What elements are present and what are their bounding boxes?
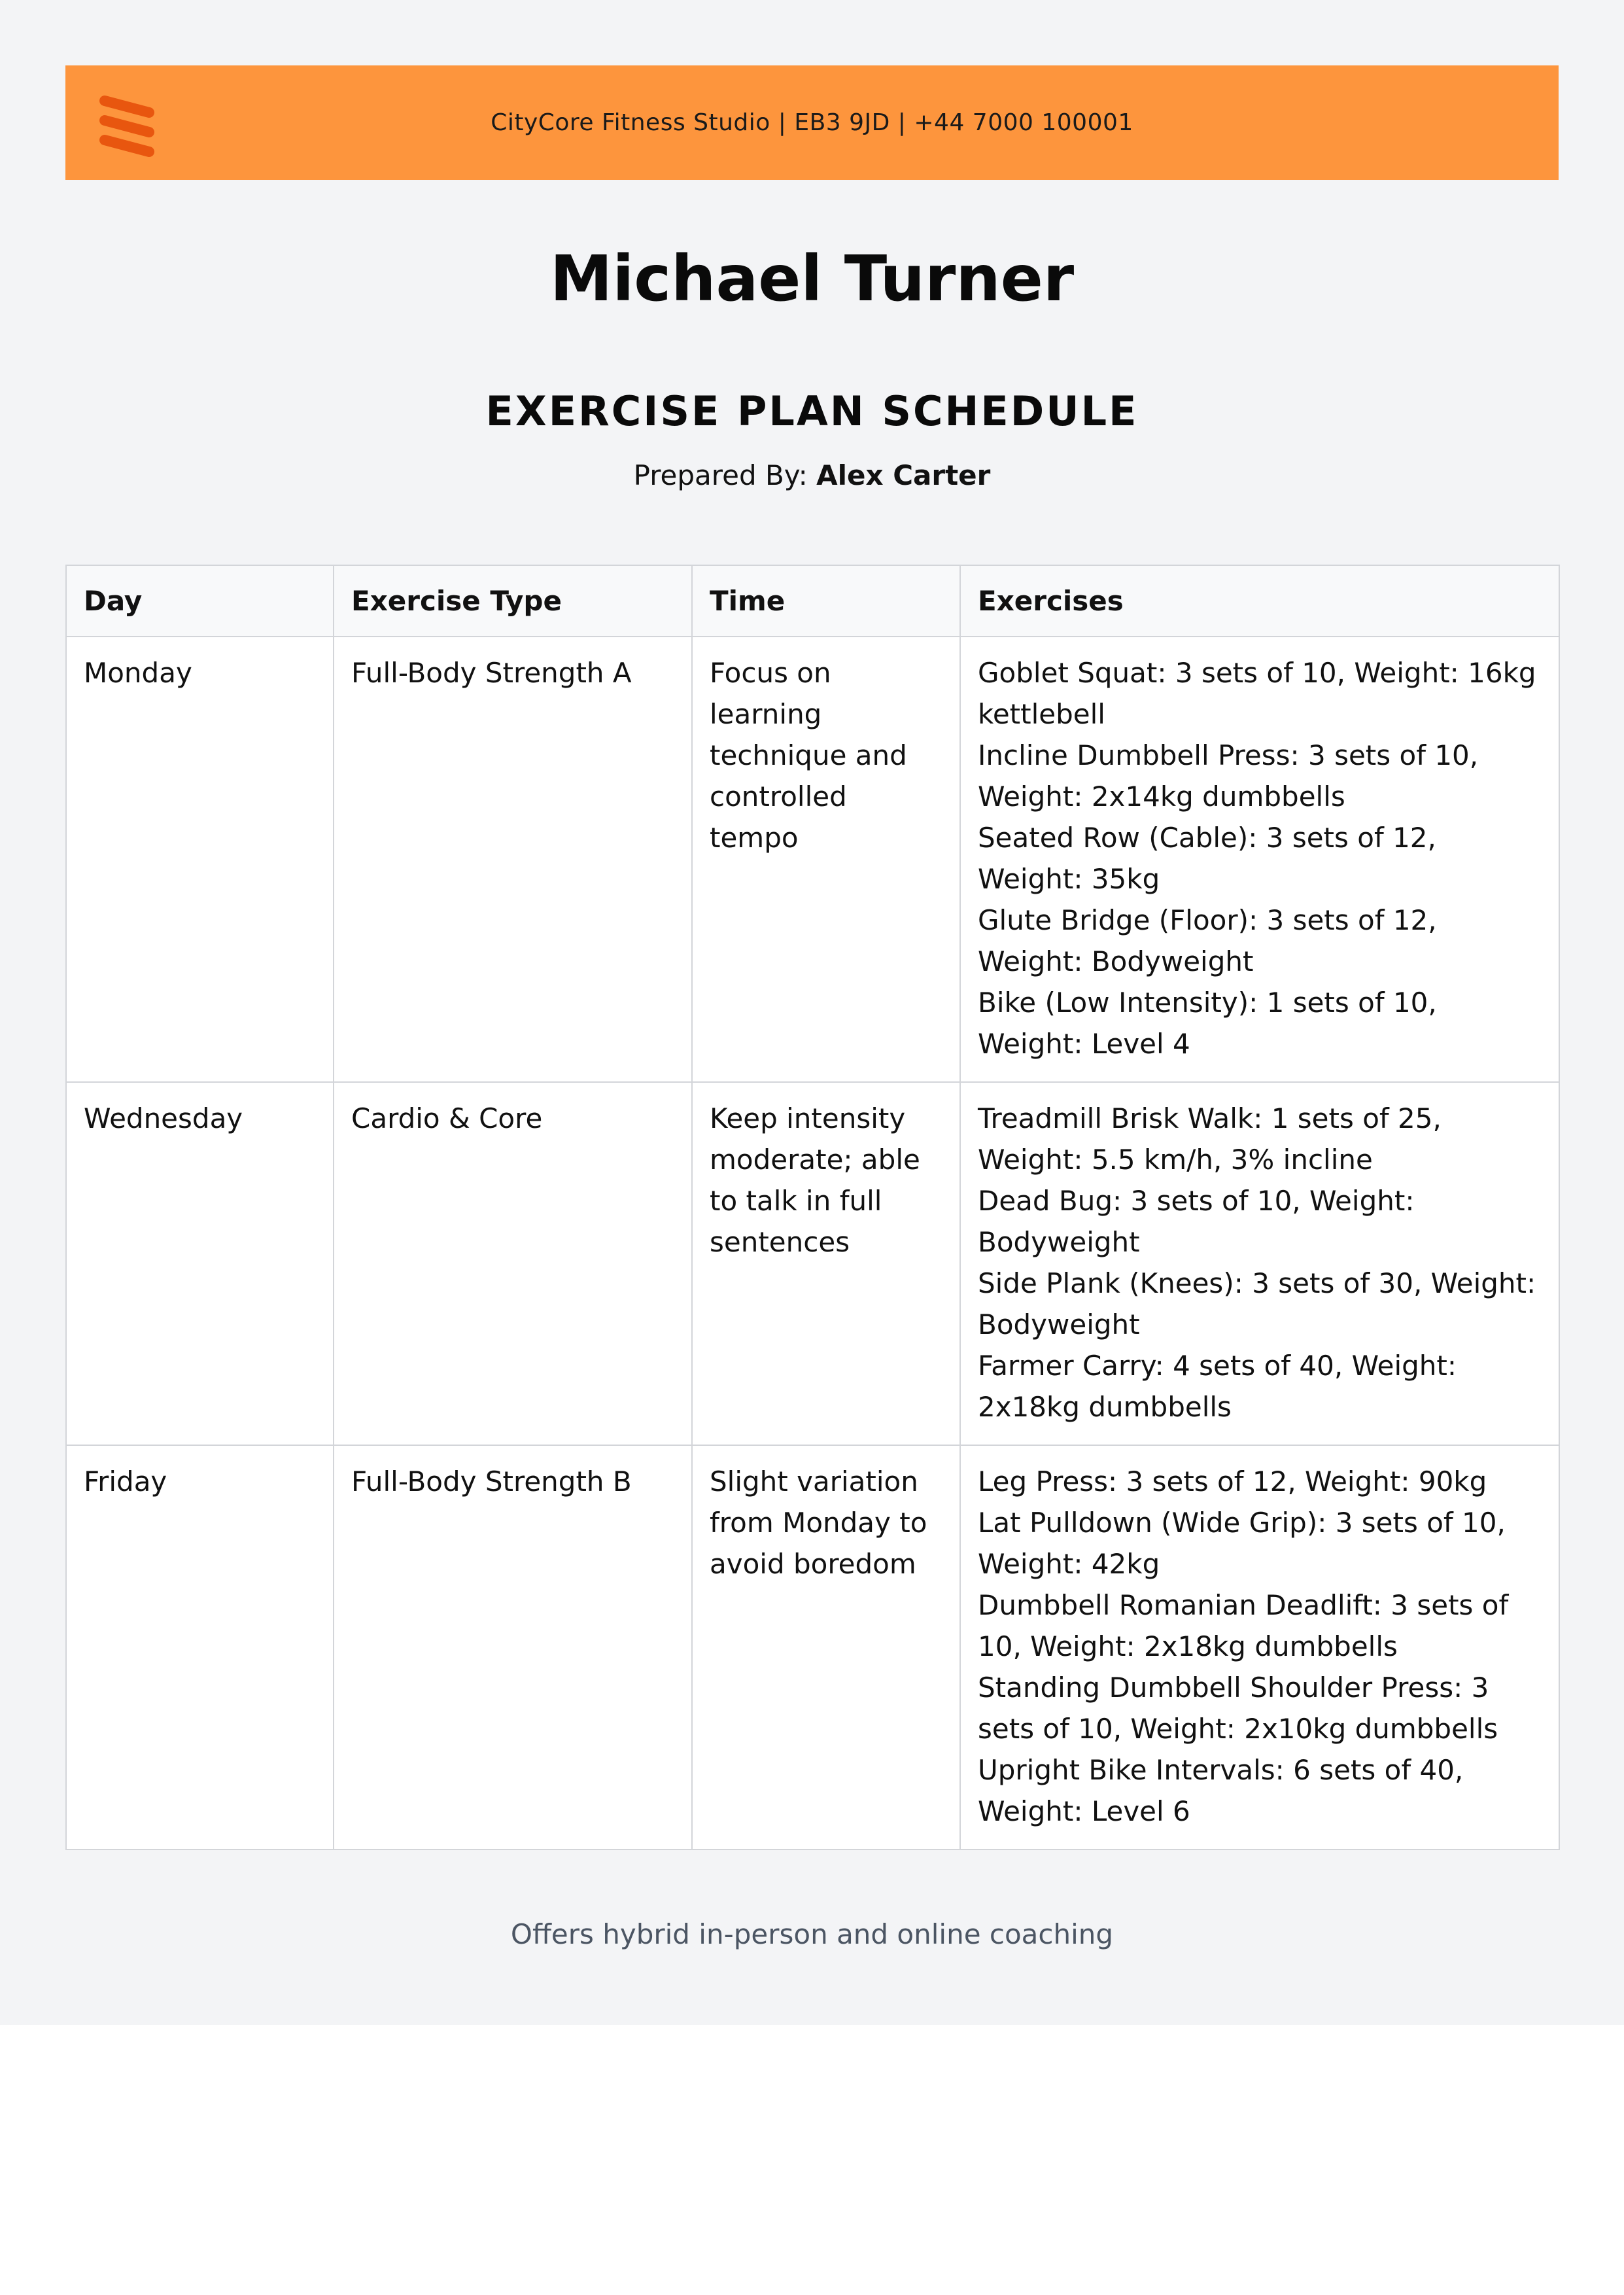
- cell-day: Monday: [66, 637, 334, 1082]
- header-banner: [65, 65, 1559, 180]
- page-title: EXERCISE PLAN SCHEDULE: [485, 387, 1139, 435]
- header-time: Time: [692, 565, 960, 637]
- exercise-item: Standing Dumbbell Shoulder Press: 3 sets of 10, Weight: 2x10kg dumbbells: [978, 1672, 1498, 1745]
- prepared-by-label: Prepared By:: [633, 459, 808, 491]
- exercise-item: Dumbbell Romanian Deadlift: 3 sets of 10, Weight: 2x18kg dumbbells: [978, 1589, 1509, 1662]
- table-row: [66, 1445, 1559, 1849]
- exercise-item: Seated Row (Cable): 3 sets of 12, Weight: 35kg: [978, 822, 1436, 895]
- cell-time: Keep intensity moderate; able to talk in full sentences: [692, 1082, 960, 1445]
- exercise-item: Side Plank (Knees): 3 sets of 30, Weight: Bodyweight: [978, 1267, 1536, 1340]
- client-name: Michael Turner: [549, 242, 1075, 315]
- prepared-by: [0, 459, 1624, 491]
- cell-exercises: [960, 637, 1559, 1082]
- exercise-item: Lat Pulldown (Wide Grip): 3 sets of 10, Weight: 42kg: [978, 1507, 1506, 1580]
- cell-exercise-type: Cardio & Core: [334, 1082, 692, 1445]
- cell-exercise-type: Full-Body Strength B: [334, 1445, 692, 1849]
- cell-exercises: [960, 1445, 1559, 1849]
- exercise-item: Dead Bug: 3 sets of 10, Weight: Bodyweight: [978, 1185, 1415, 1258]
- exercise-item: Farmer Carry: 4 sets of 40, Weight: 2x18kg dumbbells: [978, 1350, 1457, 1423]
- stripes-logo-icon: [98, 86, 157, 158]
- cell-time: Slight variation from Monday to avoid boredom: [692, 1445, 960, 1849]
- exercise-item: Treadmill Brisk Walk: 1 sets of 25, Weight: 5.5 km/h, 3% incline: [978, 1102, 1442, 1176]
- header-exercises: Exercises: [960, 565, 1559, 637]
- exercise-item: Glute Bridge (Floor): 3 sets of 12, Weight: Bodyweight: [978, 904, 1437, 977]
- prepared-by-name: Alex Carter: [816, 459, 991, 491]
- exercise-item: Bike (Low Intensity): 1 sets of 10, Weight: Level 4: [978, 987, 1437, 1060]
- cell-exercise-type: Full-Body Strength A: [334, 637, 692, 1082]
- exercise-plan-table: [65, 565, 1560, 1850]
- exercise-item: Incline Dumbbell Press: 3 sets of 10, Weight: 2x14kg dumbbells: [978, 739, 1479, 813]
- footer-note: Offers hybrid in-person and online coaching: [510, 1918, 1114, 1950]
- cell-day: Wednesday: [66, 1082, 334, 1445]
- exercise-item: Goblet Squat: 3 sets of 10, Weight: 16kg kettlebell: [978, 657, 1536, 730]
- cell-day: Friday: [66, 1445, 334, 1849]
- table-header-row: [66, 565, 1559, 637]
- exercise-item: Leg Press: 3 sets of 12, Weight: 90kg: [978, 1465, 1487, 1498]
- exercise-item: Upright Bike Intervals: 6 sets of 40, Weight: Level 6: [978, 1754, 1464, 1827]
- studio-info: CityCore Fitness Studio | EB3 9JD | +44 7000 100001: [491, 109, 1133, 136]
- header-day: Day: [66, 565, 334, 637]
- header-exercise-type: Exercise Type: [334, 565, 692, 637]
- cell-time: Focus on learning technique and controlled tempo: [692, 637, 960, 1082]
- table-row: [66, 1082, 1559, 1445]
- cell-exercises: [960, 1082, 1559, 1445]
- table-row: [66, 637, 1559, 1082]
